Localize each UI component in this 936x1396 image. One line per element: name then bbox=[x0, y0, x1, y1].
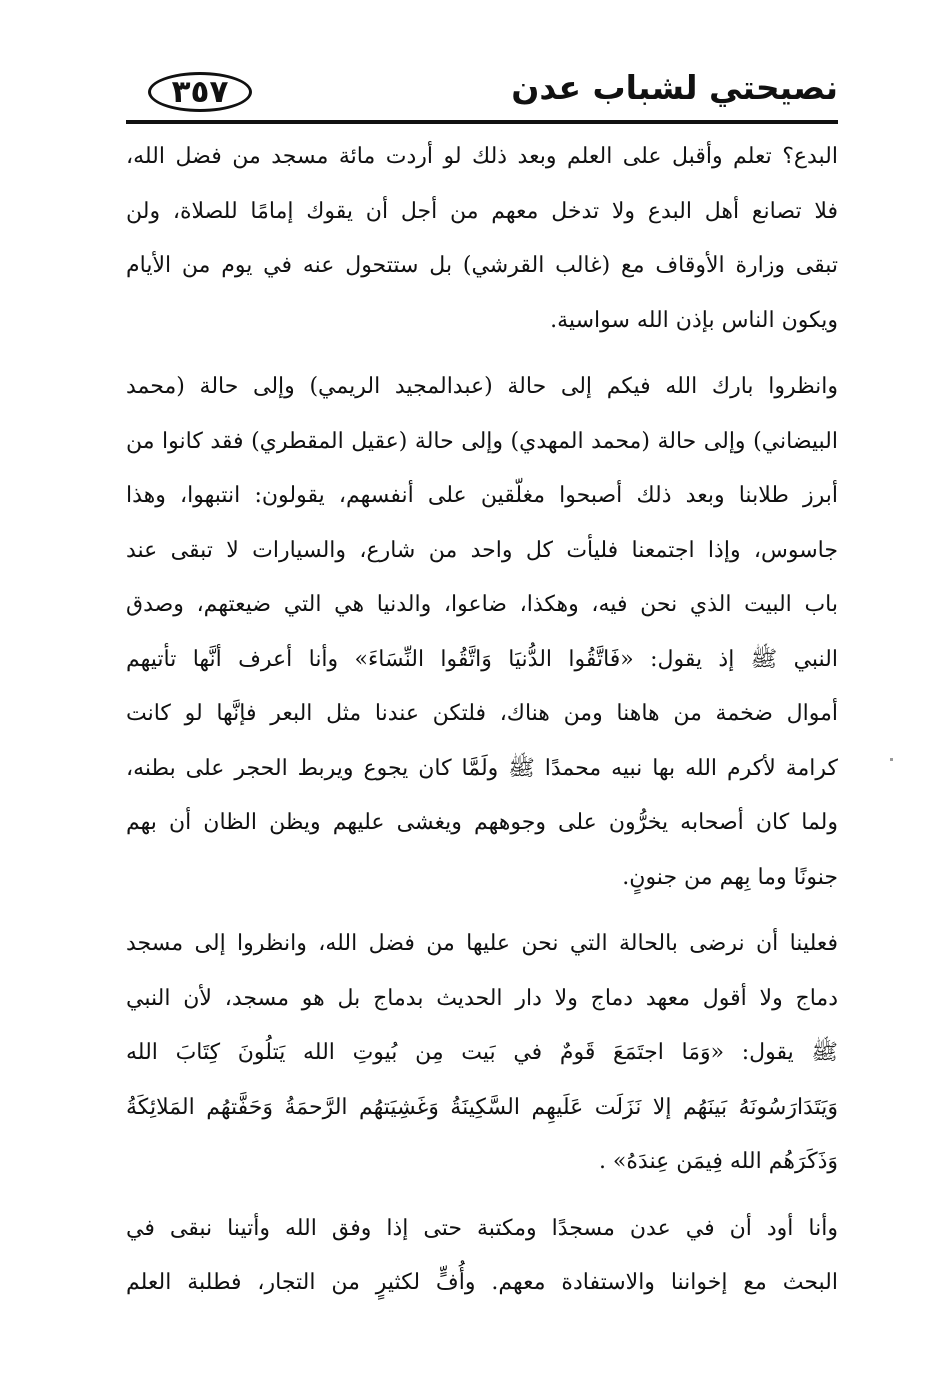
text-line: دماج ولا أقول معهد دماج ولا دار الحديث بدماج بل هو مسجد، لأن النبي bbox=[126, 985, 838, 1011]
text-line: البيضاني) وإلى حالة (محمد المهدي) وإلى حالة (عقيل المقطري) فقد كانوا من bbox=[126, 428, 838, 454]
text-line: وأنا أود أن في عدن مسجدًا ومكتبة حتى إذا وفق الله وأتينا نبقى في bbox=[126, 1215, 838, 1241]
page-header bbox=[126, 66, 838, 124]
running-title: نصيحتي لشباب عدن bbox=[511, 68, 838, 107]
text-line: البحث مع إخواننا والاستفادة معهم. وأُفٍّ لكثيرٍ من التجار، فطلبة العلم bbox=[126, 1270, 838, 1295]
text-line: جنونًا وما بِهم من جنونٍ. bbox=[622, 864, 838, 890]
text-line: تبقى وزارة الأوقاف مع (غالب القرشي) بل ستتحول عنه في يوم من الأيام bbox=[126, 253, 838, 278]
text-line: أبرز طلابنا وبعد ذلك أصبحوا مغلّقين على أنفسهم، يقولون: انتبهوا، وهذا bbox=[126, 483, 838, 508]
scan-speck bbox=[890, 758, 893, 761]
text-line: وَيَتَدَارَسُونَهُ بَينَهُم إلا نَزَلَت عَلَيهِم السَّكِينَةُ وَغَشِيَتهُم الرَّحمَةُ وَحَفَّتهُم المَلائِكَةُ bbox=[126, 1094, 838, 1120]
text-line: جاسوس، وإذا اجتمعنا فليأت كل واحد من شارع، والسيارات لا تبقى عند bbox=[126, 537, 838, 563]
text-line: باب البيت الذي نحن فيه، وهكذا، ضاعوا، والدنيا هي التي ضيعتهم، وصدق bbox=[126, 592, 838, 617]
paragraph-gap bbox=[126, 1190, 838, 1202]
text-line: ولما كان أصحابه يخرُّون على وجوههم ويغشى عليهم ويظن الظان أن بهم bbox=[126, 810, 838, 835]
text-line: البدع؟ تعلم وأقبل على العلم وبعد ذلك لو أردت مائة مسجد من فضل الله، bbox=[126, 144, 838, 169]
paragraph-2 bbox=[126, 360, 838, 905]
paragraph-gap bbox=[126, 905, 838, 917]
text-line: أموال ضخمة من هاهنا ومن هناك، فلتكن عندنا مثل البعر فإنَّها لو كانت bbox=[126, 701, 838, 726]
header-rule bbox=[126, 120, 838, 124]
page-number-badge bbox=[148, 72, 252, 112]
text-line: فلا تصانع أهل البدع ولا تدخل معهم من أجل أن يقوك إمامًا للصلاة، ولن bbox=[126, 198, 838, 224]
page-number: ٣٥٧ bbox=[171, 74, 229, 110]
text-line: ﷺ يقول: «وَمَا اجتَمَعَ قَومٌ في بَيت مِن بُيوتِ الله يَتلُونَ كِتَابَ الله bbox=[126, 1040, 838, 1065]
paragraph-1 bbox=[126, 130, 838, 348]
text-line: وَذَكَرَهُم الله فِيمَن عِندَهُ» . bbox=[598, 1149, 838, 1174]
text-line: ويكون الناس بإذن الله سواسية. bbox=[550, 307, 838, 333]
paragraph-3 bbox=[126, 917, 838, 1190]
paragraph-gap bbox=[126, 348, 838, 360]
text-line: وانظروا بارك الله فيكم إلى حالة (عبدالمجيد الريمي) وإلى حالة (محمد bbox=[126, 374, 838, 399]
text-line: النبي ﷺ إذ يقول: «فَاتَّقُوا الدُّنيَا وَاتَّقُوا النِّسَاءَ» وأنا أعرف أنَّها تأتيهم bbox=[126, 646, 838, 672]
text-line: فعلينا أن نرضى بالحالة التي نحن عليها من فضل الله، وانظروا إلى مسجد bbox=[126, 931, 838, 956]
paragraph-4 bbox=[126, 1202, 838, 1311]
body-text bbox=[126, 130, 838, 1311]
text-line: كرامة لأكرم الله بها نبيه محمدًا ﷺ ولَمَّا كان يجوع ويربط الحجر على بطنه، bbox=[126, 755, 838, 781]
